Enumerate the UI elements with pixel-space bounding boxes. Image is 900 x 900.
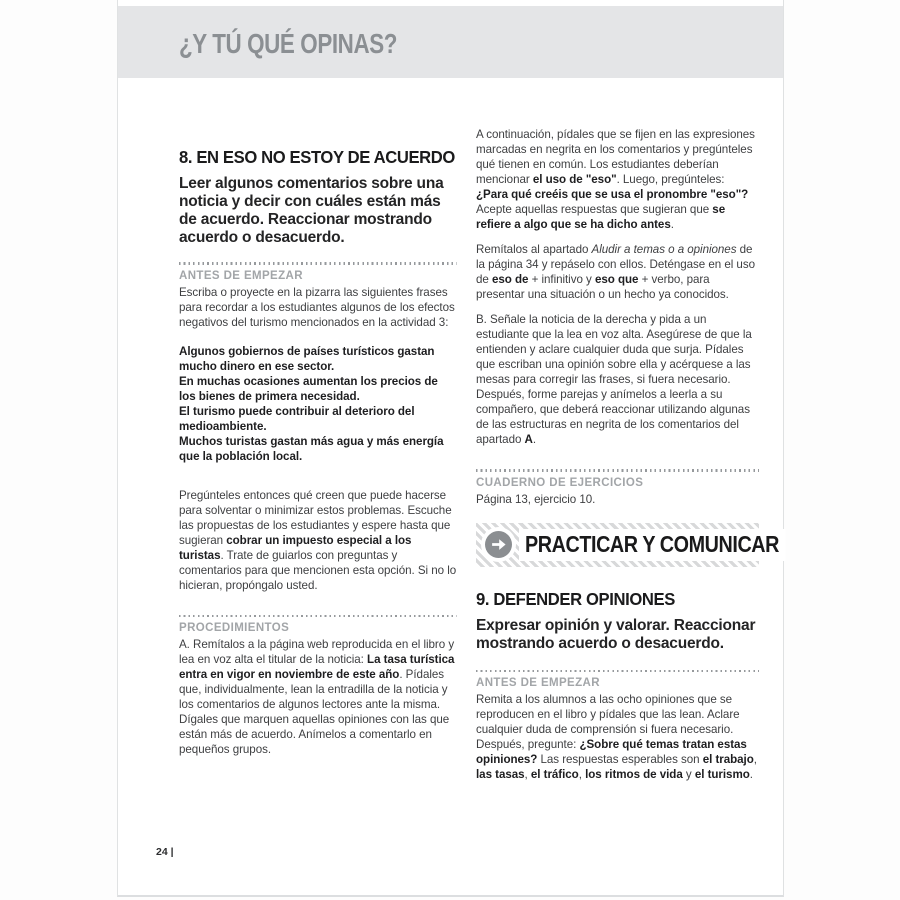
section-label-antes-de-empezar: ANTES DE EMPEZAR [179,269,303,282]
right-column [476,78,780,782]
activity-8-summary: Leer algunos comentarios sobre una noticia y decir con cuáles están más de acuerdo. Reaccionar mostrando acuerdo o desacuerdo. [179,175,444,246]
board-sentence: Algunos gobiernos de países turísticos gastan mucho dinero en ese sector. [179,344,435,373]
antes-intro-paragraph: Escriba o proyecte en la pizarra las siguientes frases para recordar a los estudiantes algunos de los efectos negativos del turismo mencionados en la actividad 3: [179,285,455,329]
dotted-divider [179,262,457,265]
banner-title: PRACTICAR Y COMUNICAR [519,529,786,561]
two-column-layout [179,78,780,782]
activity-8-heading: 8. EN ESO NO ESTOY DE ACUERDO [179,147,455,167]
procedimientos-paragraph-b: B. Señale la noticia de la derecha y pida a un estudiante que la lea en voz alta. Asegúrese de que la entienden y aclare cualquier duda que surja. Pídales que escriban una opinión sobre ella y acérquese a las mesas para corregir las frases, si fuera necesario. Después, forme parejas y anímelos a leerla a su compañero, que deberá reaccionar utilizando algunas de las estructuras en negrita de los comentarios del apartado A. [476,313,752,446]
page-title: ¿Y TÚ QUÉ OPINAS? [179,28,398,59]
remitalos-paragraph: Remítalos al apartado Aludir a temas o a opiniones de la página 34 y repáselo con ellos. Deténgase en el uso de eso de + infinitivo y eso que + verbo, para presentar una situación o un hecho ya conocidos. [476,243,755,301]
board-sentence: En muchas ocasiones aumentan los precios de los bienes de primera necesidad. [179,374,438,403]
practicar-y-comunicar-banner [476,523,780,567]
dotted-divider [476,670,759,673]
procedimientos-paragraph-a: A. Remítalos a la página web reproducida en el libro y lea en voz alta el titular de la noticia: La tasa turística entra en vigor en noviembre de este año. Pídales que, individualmente, lean la entradilla de la noticia y los comentarios de algunos lectores ante la misma. Dígales que marquen aquellas opiniones con las que están más de acuerdo. Anímelos a comentarlo en pequeños grupos. [179,638,455,756]
board-sentences-block [179,344,457,464]
board-sentence: El turismo puede contribuir al deterioro del medioambiente. [179,404,415,433]
book-page [117,0,784,897]
section-label-antes-de-empezar: ANTES DE EMPEZAR [476,677,600,689]
section-label-procedimientos: PROCEDIMIENTOS [179,622,290,634]
arrow-right-circle-icon [485,531,512,558]
page-header-band [118,6,783,78]
section-label-cuaderno-de-ejercicios: CUADERNO DE EJERCICIOS [476,476,644,489]
antes-followup-paragraph: Pregúnteles entonces qué creen que puede hacerse para solventar o minimizar estos problemas. Escuche las propuestas de los estudiantes y espere hasta que sugieran cobrar un impuesto especial a los turistas. Trate de guiarlos con preguntas y comentarios para que mencionen esta opción. Si no lo hicieran, propóngalo usted. [179,488,457,592]
page-number: 24 | [156,846,174,858]
activity-9-summary: Expresar opinión y valorar. Reaccionar mostrando acuerdo o desacuerdo. [476,616,756,652]
dotted-divider [179,615,457,618]
activity-9-heading: 9. DEFENDER OPINIONES [476,588,675,609]
left-column [179,78,457,782]
board-sentence: Muchos turistas gastan más agua y más energía que la población local. [179,434,444,463]
antes-paragraph-activity-9: Remita a los alumnos a las ocho opiniones que se reproducen en el libro y pídales que las lean. Aclare cualquier duda de comprensión si fuera necesario. Después, pregunte: ¿Sobre qué temas tratan estas opiniones? Las respuestas esperables son el trabajo, las tasas, el tráfico, los ritmos de vida y el turismo. [476,693,757,781]
cuaderno-reference: Página 13, ejercicio 10. [476,492,596,506]
dotted-divider [476,469,759,472]
continuation-paragraph: A continuación, pídales que se fijen en las expresiones marcadas en negrita en los comentarios y pregúnteles qué tienen en común. Los estudiantes deberían mencionar el uso de "eso". Luego, pregúnteles: ¿Para qué creéis que se usa el pronombre "eso"? Acepte aquellas respuestas que sugieran que se refiere a algo que se ha dicho antes. [476,128,755,231]
